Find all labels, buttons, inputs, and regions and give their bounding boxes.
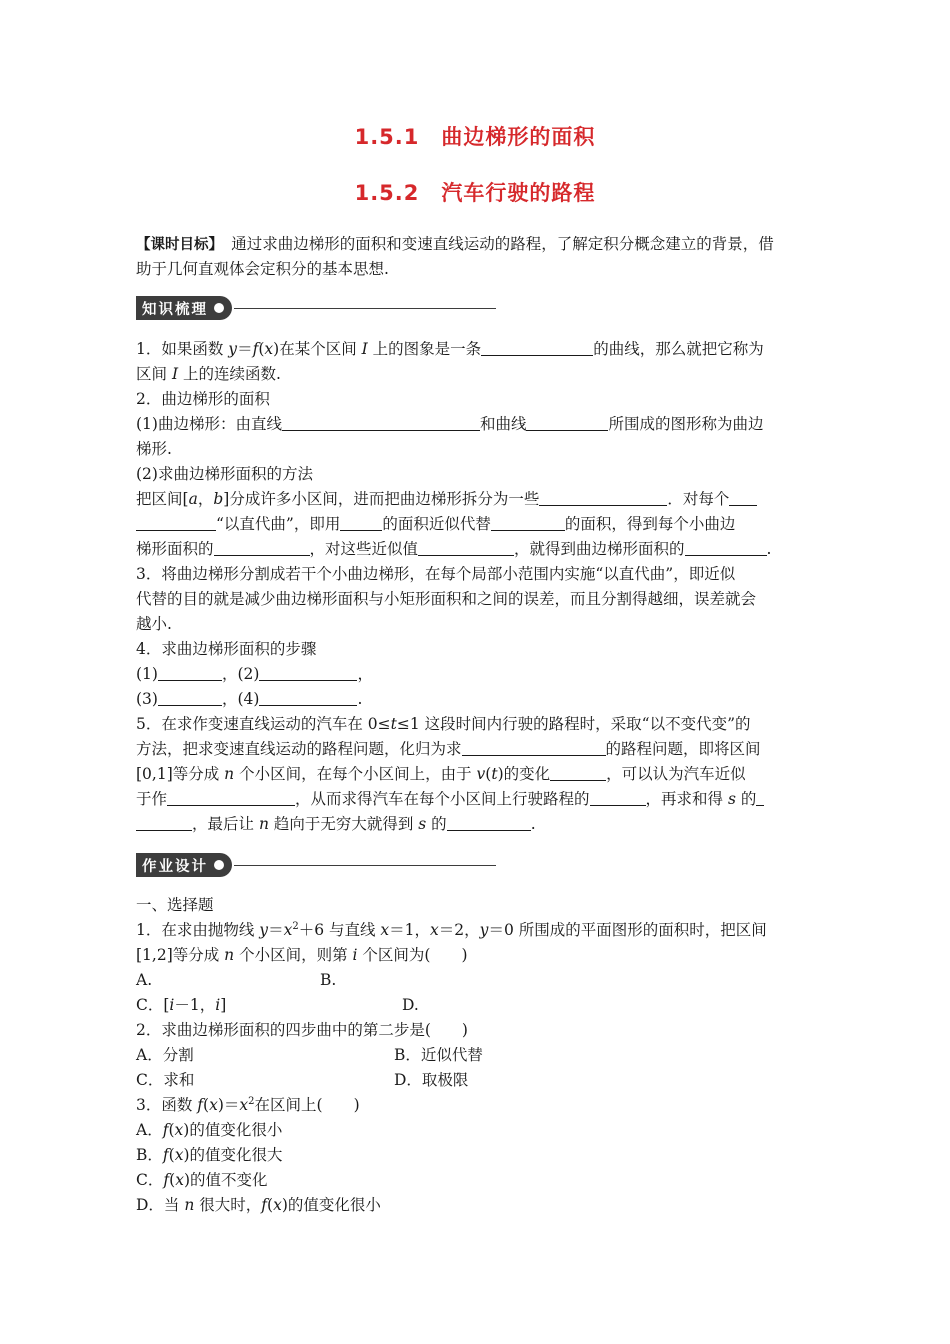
- fill-blank: [158, 663, 222, 681]
- question-1-cont: [1,2]等分成 n 个小区间，则第 i 个区间为( ): [136, 946, 468, 964]
- section-rule: [234, 865, 496, 866]
- goal-tag: 【课时目标】: [136, 237, 216, 253]
- section-rule: [234, 308, 496, 309]
- knowledge-item-4: 4．求曲边梯形面积的步骤: [136, 640, 317, 658]
- knowledge-item-2-2: (2)求曲边梯形面积的方法: [136, 465, 313, 483]
- option-a: A．分割: [136, 1046, 194, 1064]
- knowledge-item-5-cont: 方法，把求变速直线运动的路程问题，化归为求 的路程问题，即将区间: [136, 740, 761, 758]
- knowledge-item-5-cont4: ，最后让 n 趋向于无穷大就得到 s 的 .: [136, 812, 816, 837]
- option-d: D.: [402, 996, 419, 1014]
- fill-blank: [685, 538, 767, 556]
- goal-line-2: 助于几何直观体会定积分的基本思想.: [136, 260, 389, 278]
- knowledge-item-2-1-cont: 梯形.: [136, 440, 172, 458]
- option-a: A.: [136, 971, 153, 989]
- option-b: B．近似代替: [394, 1046, 483, 1064]
- fill-blank: [167, 788, 295, 806]
- question-1: 1．在求由抛物线 $y=x^2+6$ 与直线 x＝1，x＝2，y＝0 所围成的平面图形的面积时，把区间: [136, 920, 767, 939]
- fill-blank: [214, 538, 310, 556]
- knowledge-item-2: 2．曲边梯形的面积: [136, 390, 270, 408]
- option-d: D．取极限: [394, 1071, 469, 1089]
- knowledge-item-1-cont: 区间 I 上的连续函数.: [136, 365, 281, 383]
- question-1-options-cd: [136, 993, 816, 1018]
- fill-blank: [539, 488, 667, 506]
- section-header-knowledge: [136, 296, 496, 320]
- fill-blank: [462, 738, 606, 756]
- fill-blank: [481, 338, 593, 356]
- fill-blank: [136, 813, 192, 831]
- fill-blank: [136, 513, 216, 531]
- question-3-option-c: C．f(x)的值不变化: [136, 1171, 268, 1189]
- knowledge-item-2-5: 梯形面积的 ，对这些近似值 ，就得到曲边梯形面积的 .: [136, 540, 772, 558]
- fill-blank: [491, 513, 565, 531]
- knowledge-item-4-steps-1: (1) ，(2) ，: [136, 665, 373, 683]
- section-header-homework: [136, 853, 496, 877]
- knowledge-item-2-3: 把区间[a，b]分成许多小区间，进而把曲边梯形拆分为一些 ．对每个: [136, 487, 816, 512]
- fill-blank: [729, 488, 757, 506]
- exercise-heading: 一、选择题: [136, 896, 214, 914]
- fill-blank: [259, 663, 357, 681]
- option-c: C．[i－1，i]: [136, 996, 227, 1014]
- fill-blank: [756, 788, 764, 806]
- fill-blank: [259, 688, 357, 706]
- section-label: 知识梳理: [142, 301, 208, 318]
- fill-blank: [340, 513, 382, 531]
- bullet-dot-icon: [214, 860, 224, 870]
- knowledge-item-2-1: (1)曲边梯形：由直线 和曲线 所围成的图形称为曲边: [136, 415, 764, 433]
- bullet-dot-icon: [214, 303, 224, 313]
- fill-blank: [158, 688, 222, 706]
- knowledge-item-5: 5．在求作变速直线运动的汽车在 0≤t≤1 这段时间内行驶的路程时，采取“以不变代变”的: [136, 715, 751, 733]
- knowledge-item-4-steps-2: (3) ，(4) .: [136, 690, 363, 708]
- fill-blank: [418, 538, 514, 556]
- knowledge-item-5-cont2: [0,1]等分成 n 个小区间，在每个小区间上，由于 v(t)的变化 ，可以认为汽车近似: [136, 765, 746, 783]
- section-label: 作业设计: [142, 858, 208, 875]
- fill-blank: [282, 413, 480, 431]
- fill-blank: [447, 813, 531, 831]
- knowledge-item-5-cont3: 于作 ，从而求得汽车在每个小区间上行驶路程的 ，再求和得 s 的: [136, 787, 816, 812]
- question-3: 3．函数 $f(x)=x^2$在区间上( ): [136, 1095, 360, 1114]
- knowledge-item-3-cont2: 越小.: [136, 615, 172, 633]
- title-1-5-2: 1.5.2 汽车行驶的路程: [354, 181, 596, 205]
- knowledge-item-3: 3．将曲边梯形分割成若干个小曲边梯形，在每个局部小范围内实施“以直代曲”，即近似: [136, 565, 736, 583]
- fill-blank: [526, 413, 608, 431]
- title-1-5-1: 1.5.1 曲边梯形的面积: [354, 125, 596, 149]
- question-3-option-b: B．f(x)的值变化很大: [136, 1146, 283, 1164]
- option-b: B.: [320, 971, 337, 989]
- goal-line-1: 【课时目标】 通过求曲边梯形的面积和变速直线运动的路程，了解定积分概念建立的背景，借: [136, 235, 774, 253]
- fill-blank: [590, 788, 646, 806]
- question-2-options-ab: [136, 1043, 816, 1068]
- question-2-options-cd: [136, 1068, 816, 1093]
- question-3-option-d: D．当 n 很大时，f(x)的值变化很小: [136, 1196, 381, 1214]
- knowledge-item-3-cont: 代替的目的就是减少曲边梯形面积与小矩形面积和之间的误差，而且分割得越细，误差就会: [136, 590, 757, 608]
- question-1-options-ab: [136, 968, 816, 993]
- question-2: 2．求曲边梯形面积的四步曲中的第二步是( ): [136, 1021, 468, 1039]
- question-3-option-a: A．f(x)的值变化很小: [136, 1121, 283, 1139]
- fill-blank: [550, 763, 606, 781]
- knowledge-item-2-4: “以直代曲”，即用 的面积近似代替 的面积，得到每个小曲边: [136, 512, 816, 537]
- option-c: C．求和: [136, 1071, 195, 1089]
- knowledge-item-1: 1．如果函数 y＝f(x)在某个区间 I 上的图象是一条 的曲线，那么就把它称为: [136, 340, 764, 358]
